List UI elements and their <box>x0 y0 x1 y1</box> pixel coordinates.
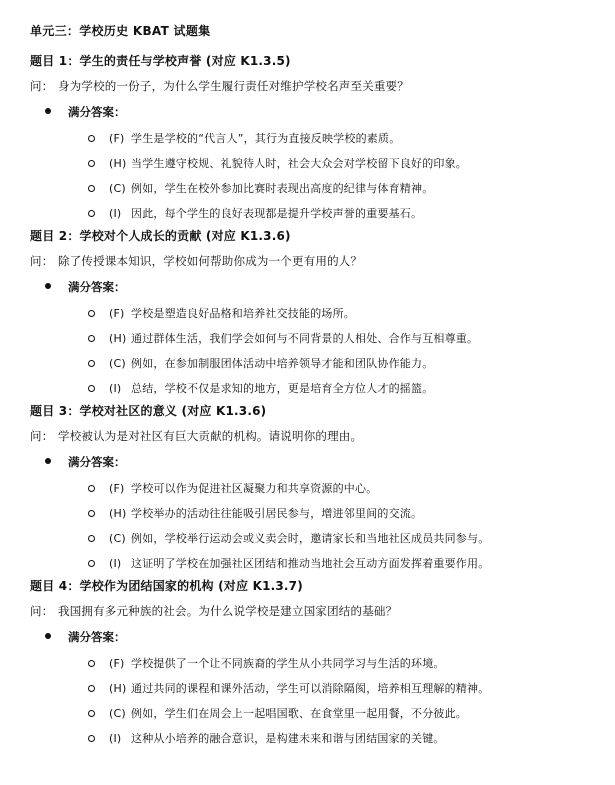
answer-text: 学校提供了一个让不同族裔的学生从小共同学习与生活的环境。 <box>131 657 445 670</box>
circle-bullet-icon <box>88 335 95 342</box>
circle-bullet-icon <box>88 510 95 517</box>
answer-item <box>88 555 489 571</box>
answer-item <box>88 380 433 396</box>
answer-item <box>88 330 478 346</box>
answer-text: 学校可以作为促进社区凝聚力和共享资源的中心。 <box>131 482 378 495</box>
circle-bullet-icon <box>88 560 95 567</box>
answer-tag: (C) <box>109 182 126 195</box>
answer-label <box>45 104 126 120</box>
answer-tag: (C) <box>109 532 126 545</box>
answer-tag: (C) <box>109 707 126 720</box>
answer-text: 学校举办的活动往往能吸引居民参与，增进邻里间的交流。 <box>131 507 423 520</box>
answer-tag: (H) <box>109 157 127 170</box>
question-prefix: 问： <box>30 79 54 93</box>
circle-bullet-icon <box>88 160 95 167</box>
page-title: 单元三：学校历史 KBAT 试题集 <box>30 24 211 38</box>
circle-bullet-icon <box>88 385 95 392</box>
answer-item <box>88 355 433 371</box>
section-heading: 题目 1：学生的责任与学校声誉 (对应 K1.3.5) <box>30 54 291 68</box>
bullet-icon <box>45 458 51 464</box>
question-body: 身为学校的一份子，为什么学生履行责任对维护学校名声至关重要？ <box>58 79 409 93</box>
question-prefix: 问： <box>30 429 54 443</box>
section-heading: 题目 3：学校对社区的意义 (对应 K1.3.6) <box>30 404 267 418</box>
answer-item <box>88 705 467 721</box>
answer-text: 例如，学生在校外参加比赛时表现出高度的纪律与体育精神。 <box>131 182 434 195</box>
answer-tag: (F) <box>109 132 125 145</box>
answer-item <box>88 180 433 196</box>
answer-tag: (I) <box>109 557 122 570</box>
answer-text: 学生是学校的“代言人”，其行为直接反映学校的素质。 <box>131 132 401 145</box>
bullet-icon <box>45 633 51 639</box>
question-body: 除了传授课本知识，学校如何帮助你成为一个更有用的人？ <box>58 254 363 268</box>
answer-item <box>88 305 355 321</box>
answer-tag: (H) <box>109 332 127 345</box>
bullet-icon <box>45 283 51 289</box>
answer-text: 通过群体生活，我们学会如何与不同背景的人相处、合作与互相尊重。 <box>131 332 479 345</box>
answer-text: 例如，在参加制服团体活动中培养领导才能和团队协作能力。 <box>131 357 434 370</box>
answer-item <box>88 505 422 521</box>
answer-tag: (I) <box>109 207 122 220</box>
question-body: 我国拥有多元种族的社会。为什么说学校是建立国家团结的基础？ <box>58 604 398 618</box>
circle-bullet-icon <box>88 685 95 692</box>
answer-text: 这种从小培养的融合意识，是构建未来和谐与团结国家的关键。 <box>131 732 445 745</box>
answer-text: 通过共同的课程和课外活动，学生可以消除隔阂，培养相互理解的精神。 <box>131 682 490 695</box>
answer-tag: (I) <box>109 732 122 745</box>
question-text <box>30 603 397 619</box>
answer-text: 学校是塑造良好品格和培养社交技能的场所。 <box>131 307 355 320</box>
circle-bullet-icon <box>88 485 95 492</box>
answer-label-text: 满分答案： <box>68 105 126 119</box>
circle-bullet-icon <box>88 210 95 217</box>
answer-text: 这证明了学校在加强社区团结和推动当地社会互动方面发挥着重要作用。 <box>131 557 490 570</box>
answer-tag: (F) <box>109 657 125 670</box>
circle-bullet-icon <box>88 735 95 742</box>
circle-bullet-icon <box>88 535 95 542</box>
answer-item <box>88 155 467 171</box>
answer-item <box>88 480 377 496</box>
answer-tag: (C) <box>109 357 126 370</box>
circle-bullet-icon <box>88 310 95 317</box>
answer-item <box>88 730 445 746</box>
bullet-icon <box>45 108 51 114</box>
answer-text: 总结，学校不仅是求知的地方，更是培育全方位人才的摇篮。 <box>131 382 434 395</box>
answer-label <box>45 629 126 645</box>
answer-label <box>45 279 126 295</box>
circle-bullet-icon <box>88 135 95 142</box>
question-text <box>30 253 362 269</box>
answer-label-text: 满分答案： <box>68 280 126 294</box>
answer-item <box>88 530 489 546</box>
answer-item <box>88 205 422 221</box>
answer-tag: (F) <box>109 307 125 320</box>
question-text <box>30 78 409 94</box>
answer-tag: (H) <box>109 507 127 520</box>
circle-bullet-icon <box>88 660 95 667</box>
answer-text: 因此，每个学生的良好表现都是提升学校声誉的重要基石。 <box>131 207 423 220</box>
answer-item <box>88 130 400 146</box>
answer-label <box>45 454 126 470</box>
section-heading: 题目 2：学校对个人成长的贡献 (对应 K1.3.6) <box>30 229 291 243</box>
question-prefix: 问： <box>30 604 54 618</box>
answer-tag: (H) <box>109 682 127 695</box>
question-prefix: 问： <box>30 254 54 268</box>
answer-text: 例如，学校举行运动会或义卖会时，邀请家长和当地社区成员共同参与。 <box>131 532 490 545</box>
answer-tag: (I) <box>109 382 122 395</box>
answer-label-text: 满分答案： <box>68 455 126 469</box>
answer-text: 例如，学生们在周会上一起唱国歌、在食堂里一起用餐，不分彼此。 <box>131 707 467 720</box>
circle-bullet-icon <box>88 360 95 367</box>
answer-item <box>88 680 489 696</box>
question-text <box>30 428 362 444</box>
question-body: 学校被认为是对社区有巨大贡献的机构。请说明你的理由。 <box>58 429 363 443</box>
answer-text: 当学生遵守校规、礼貌待人时，社会大众会对学校留下良好的印象。 <box>131 157 467 170</box>
answer-label-text: 满分答案： <box>68 630 126 644</box>
answer-item <box>88 655 445 671</box>
answer-tag: (F) <box>109 482 125 495</box>
circle-bullet-icon <box>88 710 95 717</box>
circle-bullet-icon <box>88 185 95 192</box>
section-heading: 题目 4：学校作为团结国家的机构 (对应 K1.3.7) <box>30 579 303 593</box>
